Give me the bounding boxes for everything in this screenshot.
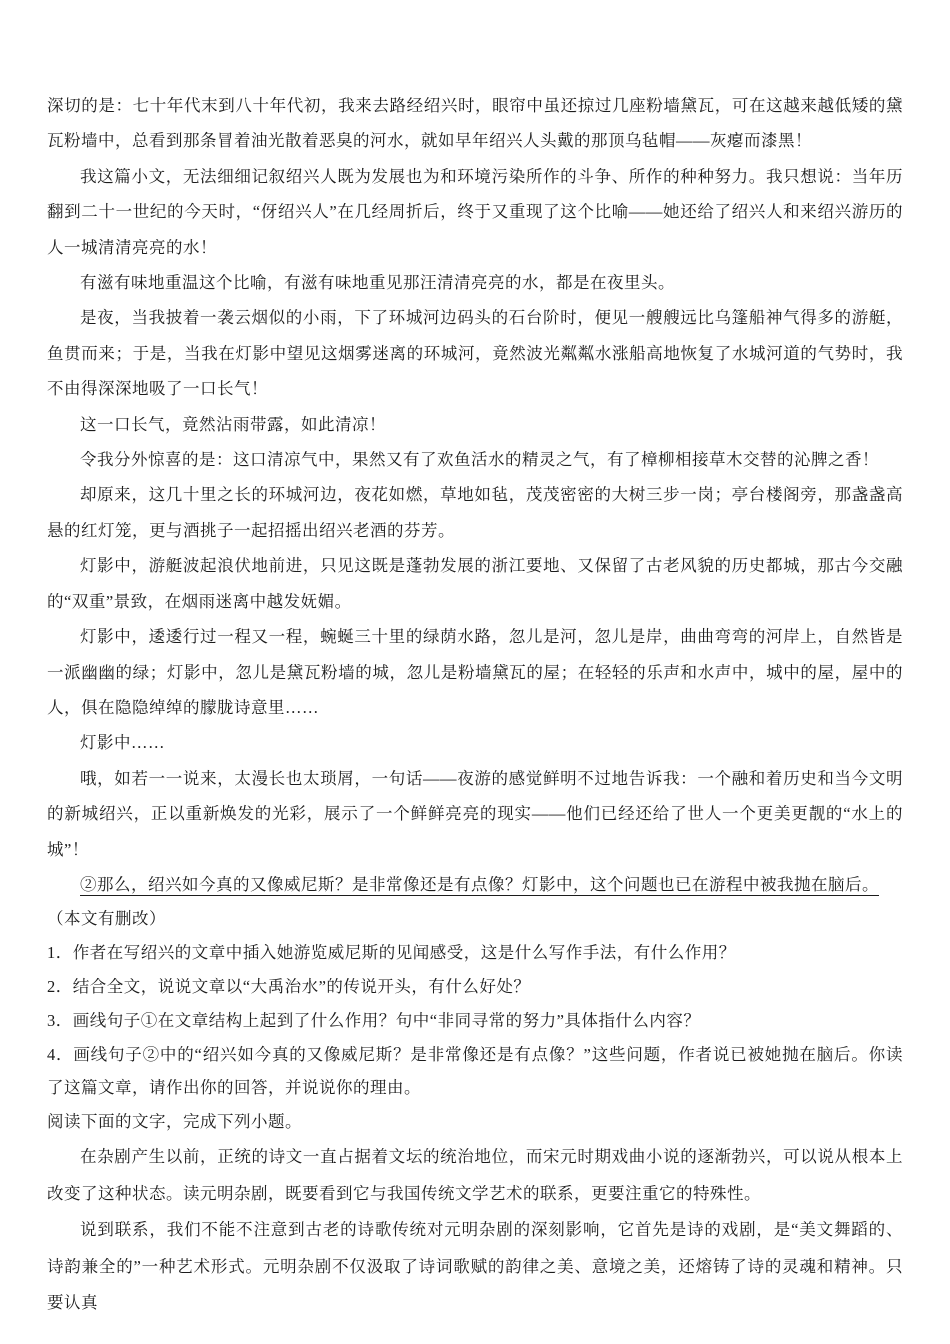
passage-note: （本文有删改） <box>47 909 166 929</box>
passage-paragraph: 是夜，当我披着一袭云烟似的小雨，下了环城河边码头的石台阶时，便见一艘艘远比乌篷船神气得多的游艇，鱼贯而来；于是，当我在灯影中望见这烟雾迷离的环城河，竟然波光粼粼水涨船高地恢复了水城河道的气势时，我不由得深深地吸了一口长气！ <box>47 308 903 399</box>
passage-paragraph: 说到联系，我们不能不注意到古老的诗歌传统对元明杂剧的深刻影响，它首先是诗的戏剧，是“美文舞蹈的、诗韵兼全的”一种艺术形式。元明杂剧不仅汲取了诗词歌赋的韵律之美、意境之美，还熔铸了诗的灵魂和精神。只要认真 <box>47 1220 903 1313</box>
question-item: 2．结合全文，说说文章以“大禹治水”的传说开头，有什么好处？ <box>47 976 531 996</box>
passage-paragraph: 这一口长气，竟然沾雨带露，如此清凉！ <box>80 414 386 434</box>
question-list <box>47 936 903 1105</box>
passage-paragraph: 我这篇小文，无法细细记叙绍兴人既为发展也为和环境污染所作的斗争、所作的种种努力。我只想说：当年历翻到二十一世纪的今天时，“伢绍兴人”在几经周折后，终于又重现了这个比喻——她还给了绍兴人和来绍兴游历的人一城清清亮亮的水！ <box>47 166 903 257</box>
question-item: 3．画线句子①在文章结构上起到了什么作用？句中“非同寻常的努力”具体指什么内容？ <box>47 1010 701 1030</box>
question-item: 4．画线句子②中的“绍兴如今真的又像威尼斯？是非常像还是有点像？”这些问题，作者说已被她抛在脑后。你读了这篇文章，请作出你的回答，并说说你的理由。 <box>47 1044 903 1098</box>
passage-paragraph: 却原来，这几十里之长的环城河边，夜花如燃，草地如毡，茂茂密密的大树三步一岗；亭台楼阁旁，那盏盏高悬的红灯笼，更与酒挑子一起招摇出绍兴老酒的芬芳。 <box>47 485 903 540</box>
passage-1 <box>47 88 903 902</box>
passage-paragraph: 在杂剧产生以前，正统的诗文一直占据着文坛的统治地位，而宋元时期戏曲小说的逐渐勃兴，可以说从根本上改变了这种状态。读元明杂剧，既要看到它与我国传统文学艺术的联系，更要注重它的特殊性。 <box>47 1146 903 1203</box>
passage-paragraph: 有滋有味地重温这个比喻，有滋有味地重见那汪清清亮亮的水，都是在夜里头。 <box>80 273 675 293</box>
passage-paragraph: 哦，如若一一说来，太漫长也太琐屑，一句话——夜游的感觉鲜明不过地告诉我：一个融和着历史和当今文明的新城绍兴，正以重新焕发的光彩，展示了一个鲜鲜亮亮的现实——他们已经还给了世人一个更美更靓的“水上的城”！ <box>47 768 903 859</box>
passage-paragraph: 灯影中，逶逶行过一程又一程，蜿蜒三十里的绿荫水路，忽儿是河，忽儿是岸，曲曲弯弯的河岸上，自然皆是一派幽幽的绿；灯影中，忽儿是黛瓦粉墙的城，忽儿是粉墙黛瓦的屋；在轻轻的乐声和水声中，城中的屋，屋中的人，俱在隐隐绰绰的朦胧诗意里…… <box>47 627 903 717</box>
passage-2 <box>47 1139 903 1322</box>
question-item: 1．作者在写绍兴的文章中插入她游览威尼斯的见闻感受，这是什么写作手法，有什么作用？ <box>47 943 736 963</box>
passage-paragraph: 灯影中…… <box>80 733 165 753</box>
reading-instruction: 阅读下面的文字，完成下列小题。 <box>47 1112 302 1132</box>
passage-paragraph: ②那么，绍兴如今真的又像威尼斯？是非常像还是有点像？灯影中，这个问题也已在游程中被我抛在脑后。 <box>80 874 879 894</box>
passage-paragraph: 令我分外惊喜的是：这口清凉气中，果然又有了欢鱼活水的精灵之气，有了樟柳相接草木交替的沁脾之香！ <box>80 450 879 470</box>
passage-paragraph: 灯影中，游艇波起浪伏地前进，只见这既是蓬勃发展的浙江要地、又保留了古老风貌的历史都城，那古今交融的“双重”景致，在烟雨迷离中越发妩媚。 <box>47 556 903 611</box>
passage-paragraph: 深切的是：七十年代末到八十年代初，我来去路经绍兴时，眼帘中虽还掠过几座粉墙黛瓦，可在这越来越低矮的黛瓦粉墙中，总看到那条冒着油光散着恶臭的河水，就如早年绍兴人头戴的那顶乌毡帽——灰瘪而漆黑！ <box>47 96 903 151</box>
